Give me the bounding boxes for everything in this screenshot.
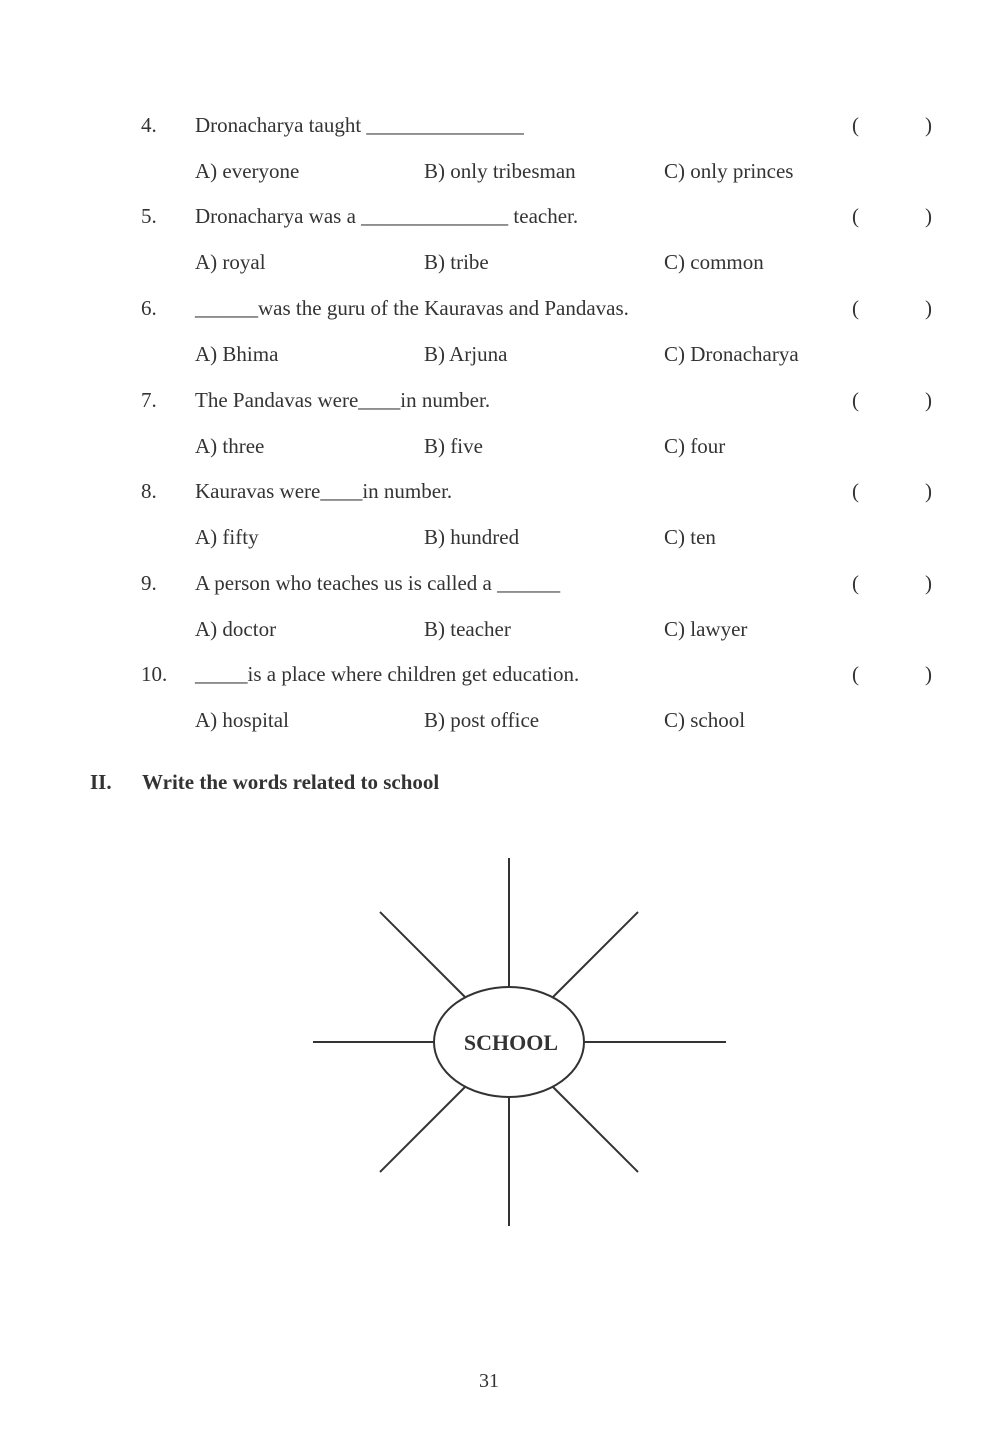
option-c: C) school [664, 708, 746, 732]
question-number: 6. [141, 296, 157, 320]
section-title: Write the words related to school [142, 770, 440, 794]
option-a: A) fifty [195, 525, 259, 549]
question-stem: Dronacharya taught _______________ [195, 113, 524, 137]
option-a: A) three [195, 434, 265, 458]
option-b: B) tribe [424, 250, 489, 274]
answer-box-close: ) [925, 296, 932, 320]
spoke-top-right[interactable] [553, 912, 638, 997]
option-a: A) royal [195, 250, 266, 274]
question-stem: A person who teaches us is called a ______ [195, 571, 561, 595]
page-number: 31 [479, 1370, 499, 1392]
question-stem: The Pandavas were____in number. [195, 388, 491, 412]
answer-box-open[interactable]: ( [852, 662, 859, 686]
option-b: B) hundred [424, 525, 520, 549]
option-b: B) post office [424, 708, 540, 732]
option-a: A) doctor [195, 617, 277, 641]
option-b: B) five [424, 434, 483, 458]
option-c: C) ten [664, 525, 716, 549]
spoke-bottom-left[interactable] [380, 1087, 465, 1172]
question-number: 5. [141, 204, 157, 228]
question-number: 8. [141, 479, 157, 503]
question-stem: ______was the guru of the Kauravas and Pandavas. [195, 296, 629, 320]
answer-box-open[interactable]: ( [852, 113, 859, 137]
question-stem: Kauravas were____in number. [195, 479, 453, 503]
question-number: 7. [141, 388, 157, 412]
answer-box-close: ) [925, 113, 932, 137]
answer-box-close: ) [925, 479, 932, 503]
option-a: A) hospital [195, 708, 289, 732]
question-number: 9. [141, 571, 157, 595]
answer-box-open[interactable]: ( [852, 296, 859, 320]
question-stem: _____is a place where children get education. [195, 662, 580, 686]
spoke-top-left[interactable] [380, 912, 465, 997]
option-b: B) only tribesman [424, 159, 576, 183]
option-c: C) four [664, 434, 726, 458]
answer-box-close: ) [925, 662, 932, 686]
answer-box-close: ) [925, 388, 932, 412]
answer-box-close: ) [925, 571, 932, 595]
option-b: B) Arjuna [424, 342, 508, 366]
question-number: 4. [141, 113, 157, 137]
option-a: A) Bhima [195, 342, 279, 366]
option-c: C) lawyer [664, 617, 748, 641]
question-number: 10. [141, 662, 168, 686]
answer-box-close: ) [925, 204, 932, 228]
center-label: SCHOOL [463, 1030, 559, 1056]
option-b: B) teacher [424, 617, 511, 641]
option-c: C) common [664, 250, 764, 274]
spoke-bottom-right[interactable] [553, 1087, 638, 1172]
answer-box-open[interactable]: ( [852, 204, 859, 228]
answer-box-open[interactable]: ( [852, 388, 859, 412]
section-number: II. [90, 770, 112, 794]
answer-box-open[interactable]: ( [852, 479, 859, 503]
answer-box-open[interactable]: ( [852, 571, 859, 595]
option-c: C) only princes [664, 159, 794, 183]
option-c: C) Dronacharya [664, 342, 799, 366]
option-a: A) everyone [195, 159, 300, 183]
question-stem: Dronacharya was a ______________ teacher. [195, 204, 579, 228]
